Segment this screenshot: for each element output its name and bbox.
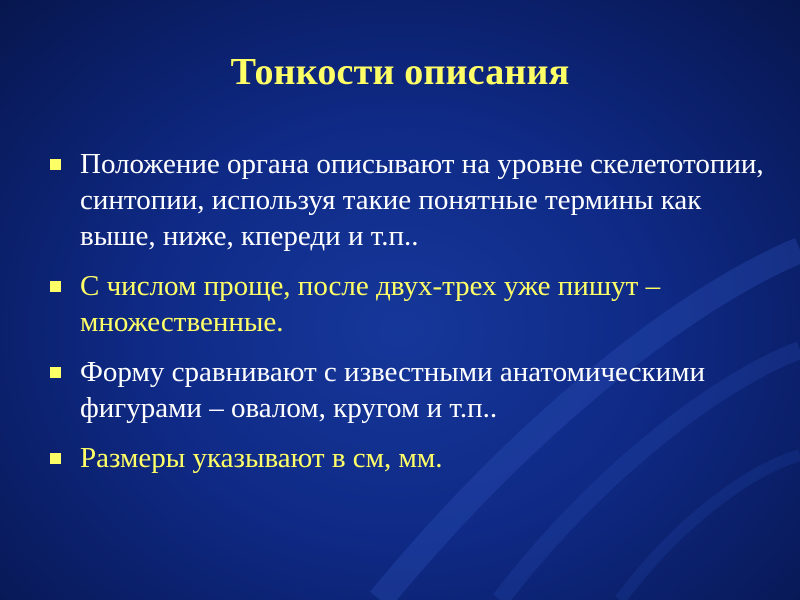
square-bullet-icon [50, 159, 61, 170]
bullet-item-position [48, 146, 768, 254]
bullet-item-count [48, 268, 768, 340]
bullet-text: Положение органа описывают на уровне скелетотопии, синтопии, используя такие понятные термины как выше, ниже, кпереди и т.п.. [80, 148, 764, 252]
square-bullet-icon [50, 281, 61, 292]
bullet-item-size [48, 440, 768, 476]
bullet-text: Форму сравнивают с известными анатомическими фигурами – овалом, кругом и т.п.. [80, 356, 705, 424]
square-bullet-icon [50, 453, 61, 464]
square-bullet-icon [50, 367, 61, 378]
bullet-item-shape [48, 354, 768, 426]
bullet-text: С числом проще, после двух-трех уже пишут – множественные. [80, 270, 661, 338]
slide-title: Тонкости описания [230, 51, 570, 93]
bullet-list [48, 146, 768, 490]
bullet-text: Размеры указывают в см, мм. [80, 442, 443, 474]
